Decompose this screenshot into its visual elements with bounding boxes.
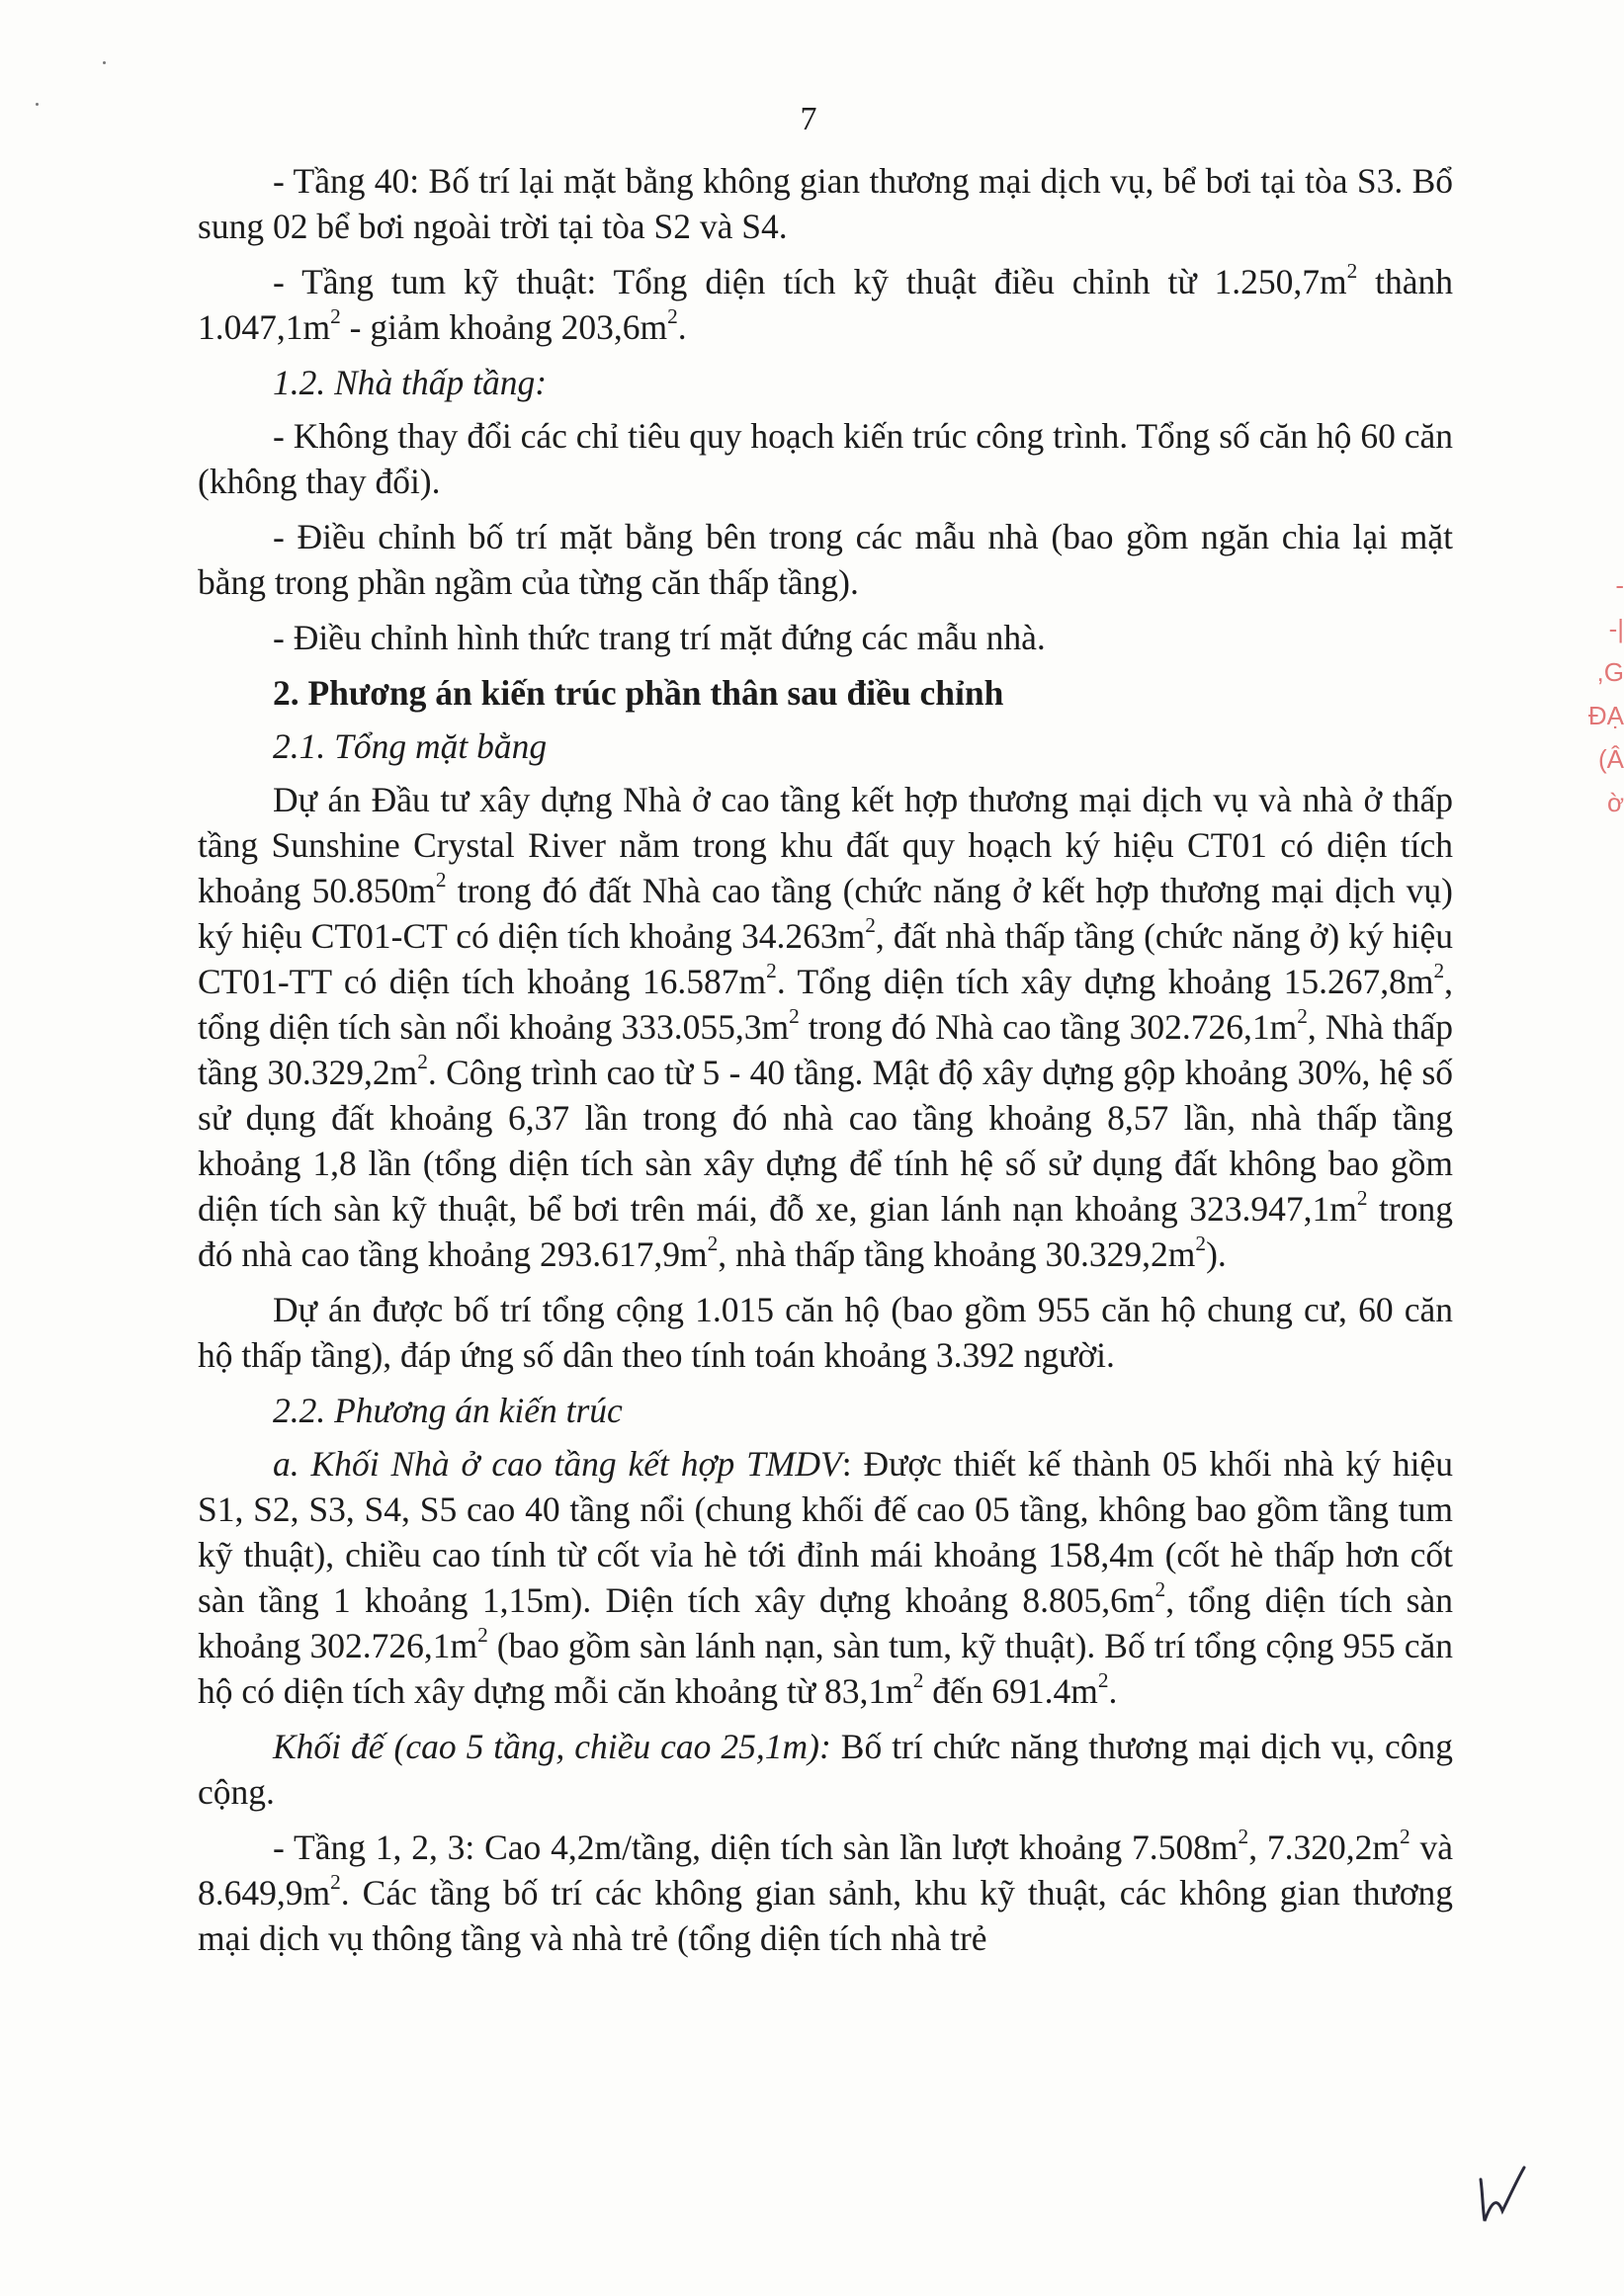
page-number: 7 (800, 101, 817, 137)
paragraph: a. Khối Nhà ở cao tầng kết hợp TMDV: Được thiết kế thành 05 khối nhà ký hiệu S1, S2, S3, S4, S5 cao 40 tầng nổi (chung khối đế cao 05 tầng, không bao gồm tầng tum kỹ thuật), chiều cao tính từ cốt vỉa hè tới đỉnh mái khoảng 158,4m (cốt hè thấp hơn cốt sàn tầng 1 khoảng 1,15m). Diện tích xây dựng khoảng $8.805,6m^2$, tổng diện tích sàn khoảng $302.726,1m^2$ (bao gồm sàn lánh nạn, sàn tum, kỹ thuật). Bố trí tổng cộng 955 căn hộ có diện tích xây dựng mỗi căn khoảng từ $83,1m^2$ đến $691.4m^2$. (198, 1444, 1453, 1711)
document-body (198, 158, 1453, 1971)
stamp-text: - (1615, 570, 1624, 600)
document-page (198, 0, 1458, 2296)
stamp-text: ,G (1596, 657, 1624, 687)
paragraph: - Tầng 40: Bố trí lại mặt bằng không gian thương mại dịch vụ, bể bơi tại tòa S3. Bổ sung 02 bể bơi ngoài trời tại tòa S2 và S4. (198, 161, 1453, 246)
paragraph: Dự án được bố trí tổng cộng 1.015 căn hộ (bao gồm 955 căn hộ chung cư, 60 căn hộ thấp tầng), đáp ứng số dân theo tính toán khoảng 3.392 người. (198, 1290, 1453, 1375)
handwritten-initials-icon (1473, 2160, 1542, 2229)
subsection-heading: 2.2. Phương án kiến trúc (273, 1391, 623, 1430)
paragraph: Khối đế (cao 5 tầng, chiều cao 25,1m): Bố trí chức năng thương mại dịch vụ, công cộng. (198, 1727, 1453, 1812)
stamp-text: (Â (1598, 744, 1624, 774)
stamp-text: -| (1608, 614, 1624, 643)
paragraph: - Tầng tum kỹ thuật: Tổng diện tích kỹ thuật điều chỉnh từ $1.250,7m^2$ thành $1.047,1m^2$ - giảm khoảng $203,6m^2$. (198, 259, 1453, 347)
paragraph: - Điều chỉnh bố trí mặt bằng bên trong các mẫu nhà (bao gồm ngăn chia lại mặt bằng trong phần ngầm của từng căn thấp tầng). (198, 517, 1453, 602)
subsection-heading: 1.2. Nhà thấp tầng: (273, 363, 548, 402)
paragraph: - Điều chỉnh hình thức trang trí mặt đứng các mẫu nhà. (273, 618, 1046, 657)
stamp-text: ĐẠ (1587, 701, 1624, 730)
paragraph: Dự án Đầu tư xây dựng Nhà ở cao tầng kết hợp thương mại dịch vụ và nhà ở thấp tầng Sunshine Crystal River nằm trong khu đất quy hoạch ký hiệu CT01 có diện tích khoảng $50.850m^2$ trong đó đất Nhà cao tầng (chức năng ở kết hợp thương mại dịch vụ) ký hiệu CT01-CT có diện tích khoảng $34.263m^2$, đất nhà thấp tầng (chức năng ở) ký hiệu CT01-TT có diện tích khoảng $16.587m^2$. Tổng diện tích xây dựng khoảng $15.267,8m^2$, tổng diện tích sàn nổi khoảng $333.055,3m^2$ trong đó Nhà cao tầng $302.726,1m^2$, Nhà thấp tầng $30.329,2m^2$. Công trình cao từ 5 - 40 tầng. Mật độ xây dựng gộp khoảng 30%, hệ số sử dụng đất khoảng 6,37 lần trong đó nhà cao tầng khoảng 8,57 lần, nhà thấp tầng khoảng 1,8 lần (tổng diện tích sàn xây dựng để tính hệ số sử dụng đất không bao gồm diện tích sàn kỹ thuật, bể bơi trên mái, đỗ xe, gian lánh nạn khoảng $323.947,1m^2$ trong đó nhà cao tầng khoảng $293.617,9m^2$, nhà thấp tầng khoảng $30.329,2m^2$). (198, 780, 1454, 1274)
subsection-heading: 2.1. Tổng mặt bằng (273, 726, 548, 766)
paragraph: - Tầng 1, 2, 3: Cao 4,2m/tầng, diện tích sàn lần lượt khoảng $7.508m^2$, $7.320,2m^2$ và $8.649,9m^2$. Các tầng bố trí các không gian sảnh, khu kỹ thuật, các không gian thương mại dịch vụ thông tầng và nhà trẻ (tổng diện tích nhà trẻ (198, 1825, 1454, 1958)
scan-speck (36, 103, 39, 106)
paragraph: - Không thay đổi các chỉ tiêu quy hoạch kiến trúc công trình. Tổng số căn hộ 60 căn (không thay đổi). (198, 416, 1453, 501)
stamp-text: ờ (1606, 788, 1624, 817)
section-heading: 2. Phương án kiến trúc phần thân sau điều chỉnh (273, 673, 1004, 713)
scan-speck (103, 61, 106, 64)
red-stamp-fragment (1584, 563, 1624, 870)
